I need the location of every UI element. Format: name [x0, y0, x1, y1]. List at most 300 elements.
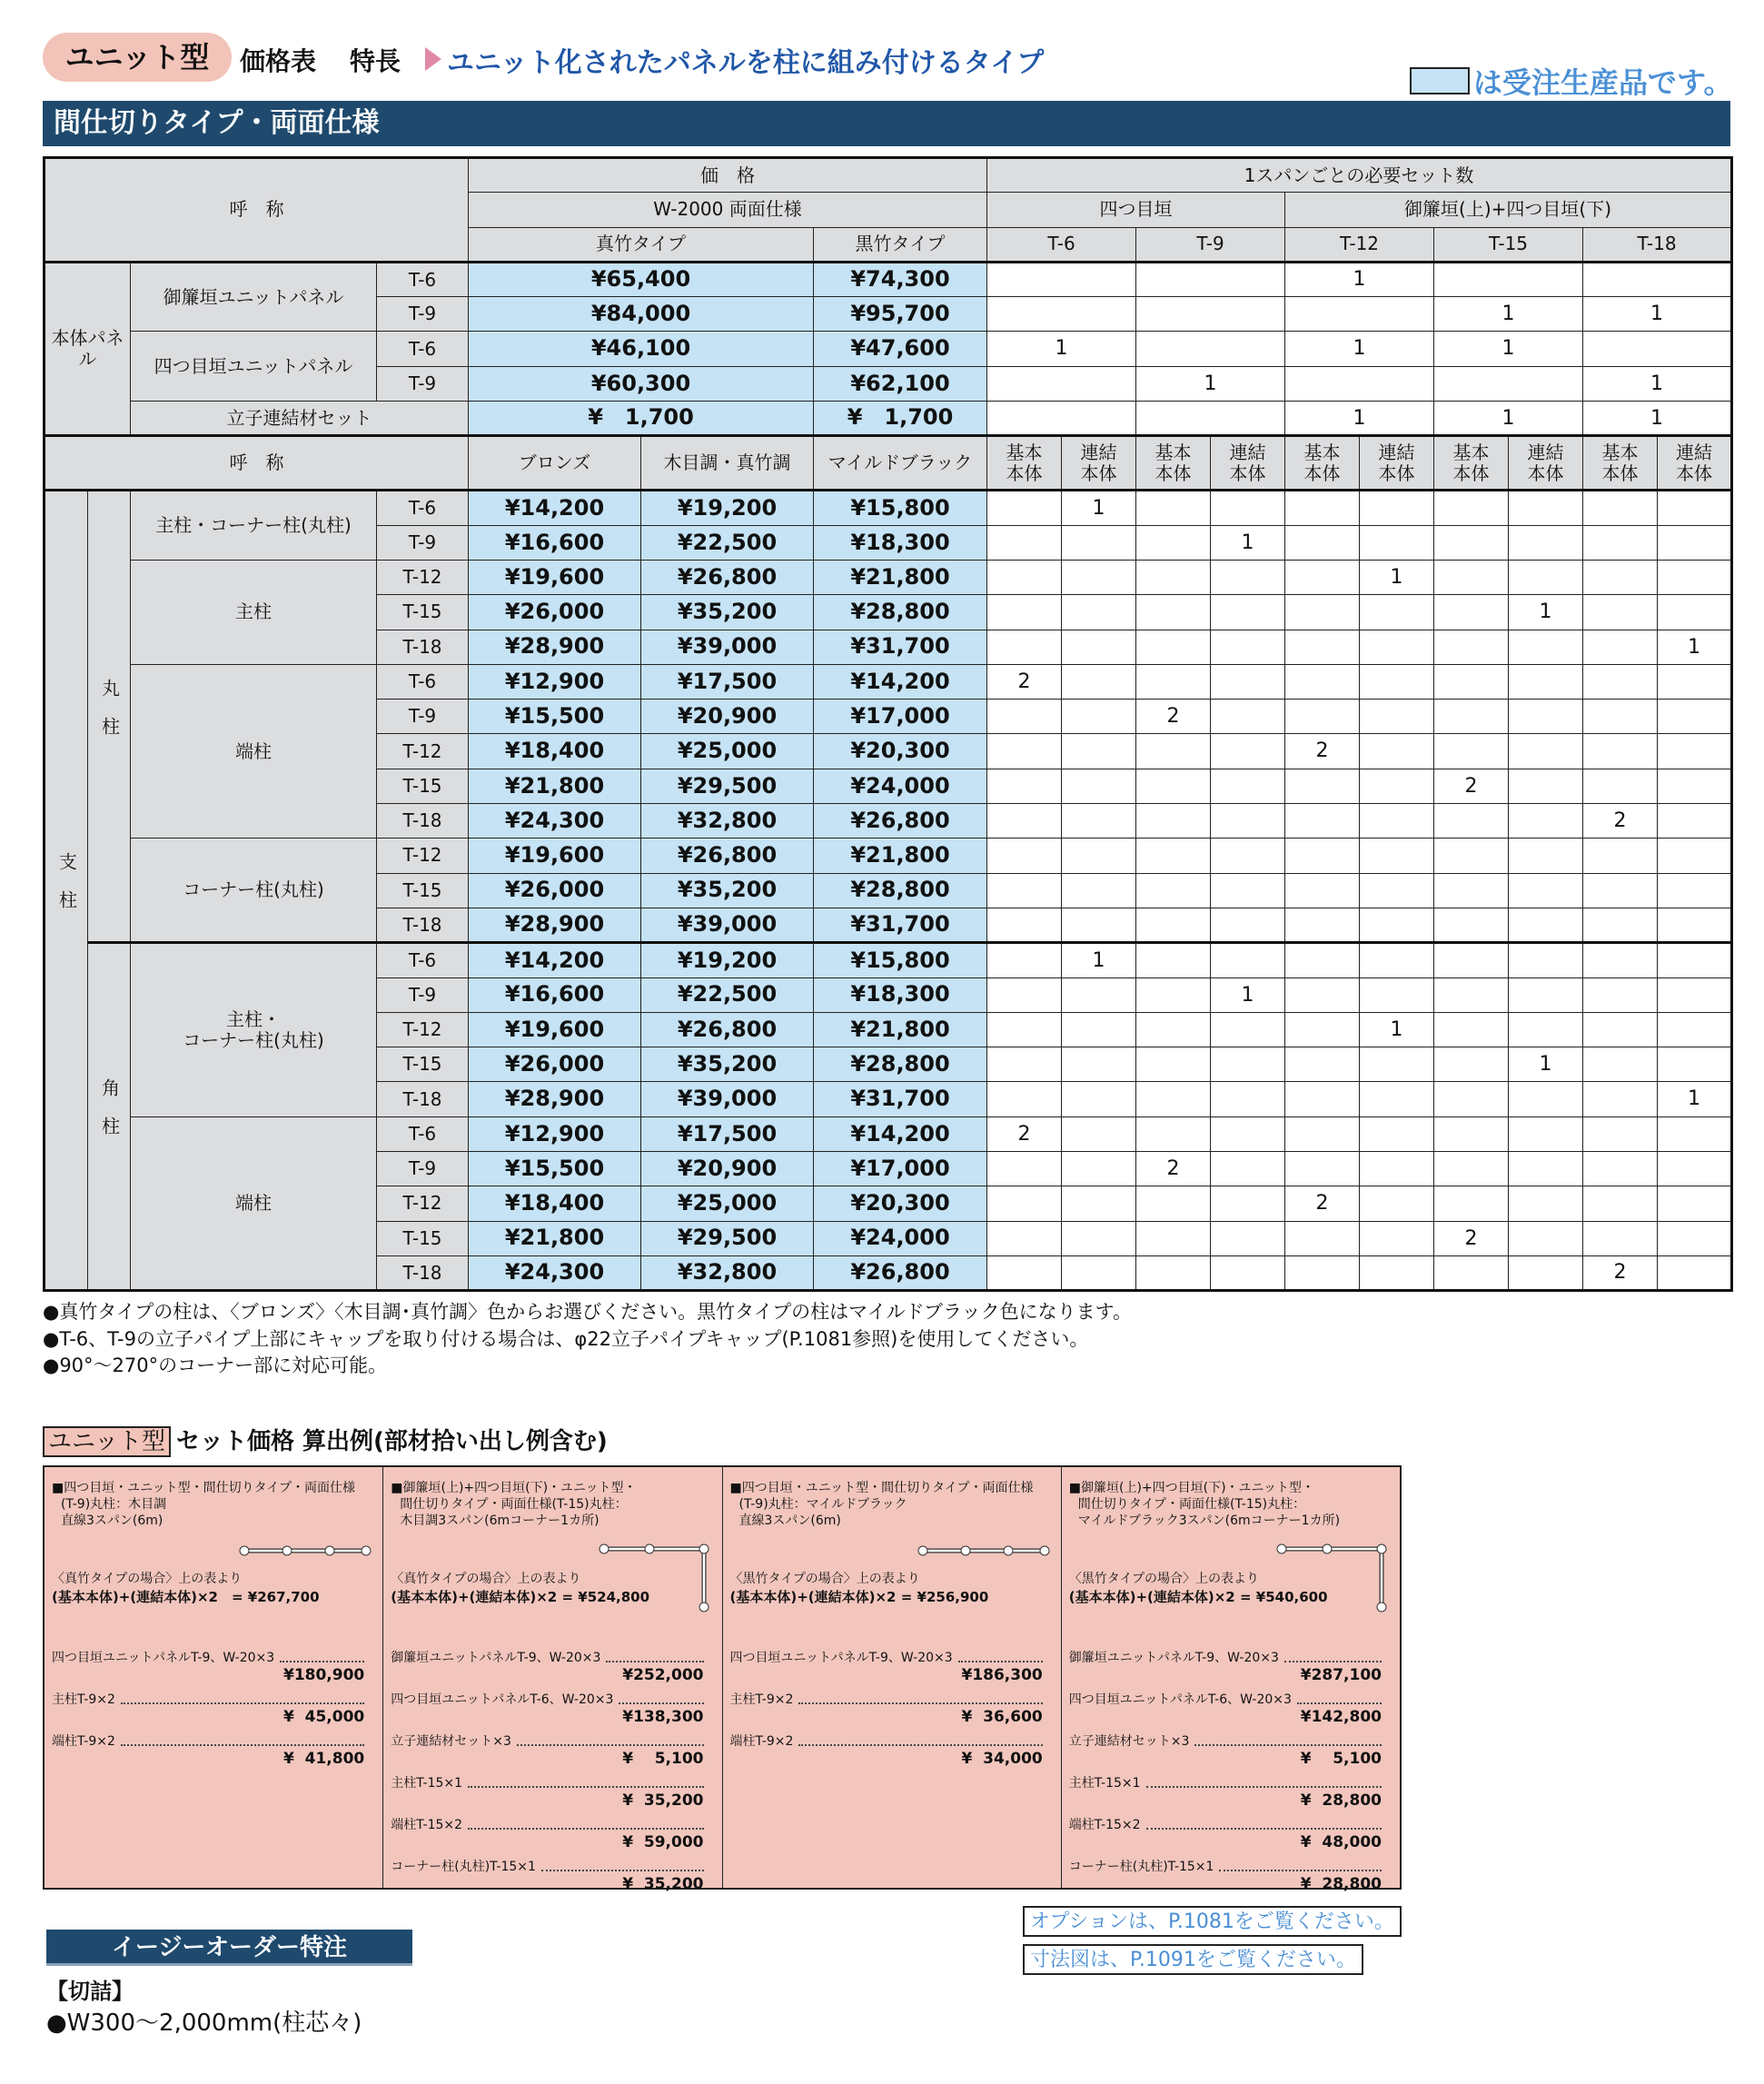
set-count	[1136, 873, 1211, 908]
set-count	[1509, 1221, 1583, 1255]
post-price: ¥31,700	[814, 1082, 987, 1116]
set-count	[987, 977, 1062, 1012]
set-count: 1	[1360, 1012, 1434, 1047]
set-count: 2	[1583, 804, 1658, 839]
set-count	[1136, 1116, 1211, 1151]
post-marker	[699, 1544, 709, 1553]
table-row	[45, 158, 1732, 193]
set-count	[987, 1255, 1062, 1290]
set-count	[1211, 873, 1285, 908]
type-label: T-9	[377, 977, 469, 1012]
post-marker	[645, 1544, 654, 1553]
set-count	[1434, 525, 1509, 560]
header-basic: 基本 本体	[1583, 436, 1658, 491]
set-count	[1509, 839, 1583, 873]
header-price: 価 格	[469, 158, 987, 193]
cut-range: ●W300〜2,000mm(柱芯々)	[46, 2010, 362, 2037]
layout-diagram	[237, 1542, 373, 1560]
leader-dots	[798, 1702, 1042, 1704]
calc-item	[1069, 1732, 1392, 1750]
calc-item-label: 御簾垣ユニットパネルT-9、W-20×3	[391, 1651, 601, 1665]
header-basic: 基本 本体	[987, 436, 1062, 491]
post-price: ¥21,800	[814, 560, 987, 594]
set-count	[1509, 908, 1583, 942]
set-count	[1211, 1047, 1285, 1082]
header-basic: 基本 本体	[1136, 436, 1211, 491]
set-count	[987, 595, 1062, 630]
post-price: ¥26,800	[641, 560, 814, 594]
set-count	[1211, 664, 1285, 699]
post-price: ¥26,800	[641, 839, 814, 873]
table-row	[45, 839, 1732, 873]
set-count	[1658, 839, 1732, 873]
leader-dots	[121, 1744, 364, 1746]
post-marker	[325, 1546, 334, 1555]
set-count	[1583, 734, 1658, 769]
header-basic: 基本 本体	[1285, 436, 1360, 491]
calc-box	[723, 1467, 1062, 1888]
price-kurochiku: ¥74,300	[814, 262, 987, 296]
set-count	[1285, 839, 1360, 873]
set-count	[1360, 908, 1434, 942]
set-count	[1062, 908, 1136, 942]
post-price: ¥14,200	[469, 491, 641, 525]
set-count	[1658, 1186, 1732, 1221]
set-count: 1	[1434, 402, 1583, 436]
set-count	[1658, 1012, 1732, 1047]
set-count	[1136, 1186, 1211, 1221]
post-price: ¥24,000	[814, 1221, 987, 1255]
calc-box-title: ■御簾垣(上)+四つ目垣(下)・ユニット型・ 間仕切りタイプ・両面仕様(T-15)丸柱： 木目調3スパン(6mコーナー1カ所)	[391, 1481, 637, 1528]
set-count: 1	[1509, 595, 1583, 630]
set-count	[987, 366, 1136, 401]
header-black: マイルドブラック	[814, 436, 987, 491]
set-count	[1434, 873, 1509, 908]
set-count	[1434, 595, 1509, 630]
post-price: ¥29,500	[641, 1221, 814, 1255]
set-count	[1360, 1152, 1434, 1186]
calc-item-amount: ¥ 48,000	[1300, 1833, 1382, 1851]
set-count: 2	[1434, 769, 1509, 803]
set-count	[1583, 332, 1732, 366]
calc-item-label: コーナー柱(丸柱)T-15×1	[391, 1860, 536, 1874]
type-label: T-18	[377, 630, 469, 664]
calc-item-amount: ¥ 59,000	[622, 1833, 704, 1851]
header-link: 連結 本体	[1062, 436, 1136, 491]
set-count	[987, 491, 1062, 525]
set-count	[1658, 595, 1732, 630]
set-count	[1509, 491, 1583, 525]
post-price: ¥26,000	[469, 873, 641, 908]
calc-item-label: 端柱T-15×2	[391, 1818, 463, 1832]
set-count	[1136, 734, 1211, 769]
set-count	[1285, 700, 1360, 734]
post-price: ¥20,900	[641, 1152, 814, 1186]
set-count	[1360, 1047, 1434, 1082]
set-count	[1211, 700, 1285, 734]
set-count	[1211, 839, 1285, 873]
set-count	[1658, 908, 1732, 942]
post-marker	[362, 1546, 371, 1555]
post-price: ¥21,800	[469, 769, 641, 803]
leader-dots	[468, 1828, 703, 1830]
header-name: 呼 称	[45, 158, 469, 263]
post-price: ¥39,000	[641, 1082, 814, 1116]
set-count	[1285, 908, 1360, 942]
set-count	[1360, 1186, 1434, 1221]
type-label: T-18	[377, 1082, 469, 1116]
set-count	[1509, 1082, 1583, 1116]
leader-dots	[619, 1702, 703, 1704]
price-kurochiku: ¥ 1,700	[814, 402, 987, 436]
type-label: T-15	[377, 1047, 469, 1082]
post-price: ¥21,800	[469, 1221, 641, 1255]
post-price: ¥19,600	[469, 839, 641, 873]
set-count	[987, 908, 1062, 942]
options-link[interactable]: オプションは、P.1081をご覧ください。	[1023, 1906, 1402, 1937]
table-row	[45, 491, 1732, 525]
set-count	[1360, 873, 1434, 908]
set-count	[1285, 1255, 1360, 1290]
type-label: T-6	[377, 664, 469, 699]
set-count	[1658, 943, 1732, 977]
post-price: ¥17,500	[641, 1116, 814, 1151]
header-kurochiku: 黒竹タイプ	[814, 227, 987, 262]
set-count	[1211, 630, 1285, 664]
calc-item-amount: ¥287,100	[1300, 1666, 1382, 1684]
post-price: ¥18,300	[814, 977, 987, 1012]
calc-item	[391, 1648, 714, 1666]
calc-item	[1069, 1690, 1392, 1708]
leader-dots	[1146, 1786, 1382, 1788]
set-count	[1285, 943, 1360, 977]
set-count	[987, 1082, 1062, 1116]
post-name: 端柱	[131, 1116, 377, 1290]
set-count	[1062, 804, 1136, 839]
set-count	[987, 943, 1062, 977]
set-count	[987, 297, 1136, 332]
set-count: 1	[1583, 402, 1732, 436]
set-count	[1062, 1255, 1136, 1290]
post-price: ¥25,000	[641, 734, 814, 769]
set-count	[1360, 525, 1434, 560]
type-label: T-9	[377, 700, 469, 734]
post-name: 主柱・コーナー柱(丸柱)	[131, 491, 377, 561]
set-count	[1434, 630, 1509, 664]
set-count	[1583, 1116, 1658, 1151]
set-count	[1285, 1221, 1360, 1255]
price-shinchiku: ¥84,000	[469, 297, 814, 332]
set-count	[1509, 734, 1583, 769]
calc-item-amount: ¥ 36,600	[961, 1708, 1043, 1726]
calc-item-amount: ¥ 34,000	[961, 1750, 1043, 1768]
calc-item-label: 四つ目垣ユニットパネルT-6、W-20×3	[1068, 1692, 1292, 1707]
calc-item-label: 端柱T-9×2	[729, 1734, 794, 1749]
post-price: ¥28,900	[469, 1082, 641, 1116]
set-count	[987, 525, 1062, 560]
calc-box-title: ■四つ目垣・ユニット型・間仕切りタイプ・両面仕様 (T-9)丸柱：木目調 直線3スパン(6m)	[52, 1481, 355, 1528]
note: ●90°〜270°のコーナー部に対応可能。	[43, 1355, 388, 1376]
set-count	[1285, 1047, 1360, 1082]
calc-item-label: 主柱T-9×2	[52, 1692, 115, 1707]
dimensions-link[interactable]: 寸法図は、P.1091をご覧ください。	[1023, 1944, 1363, 1975]
post-price: ¥35,200	[641, 595, 814, 630]
calc-item	[730, 1690, 1054, 1708]
calc-item-label: 主柱T-15×1	[1068, 1776, 1141, 1791]
post-price: ¥15,500	[469, 1152, 641, 1186]
set-count	[1434, 366, 1583, 401]
post-price: ¥20,300	[814, 1186, 987, 1221]
calc-item	[391, 1815, 714, 1833]
panel-name: 御簾垣ユニットパネル	[131, 262, 377, 332]
post-name: 主柱・ コーナー柱(丸柱)	[131, 943, 377, 1116]
set-count	[1434, 839, 1509, 873]
set-count	[987, 873, 1062, 908]
calc-item-label: 端柱T-15×2	[1068, 1818, 1141, 1832]
calc-item	[1069, 1648, 1392, 1666]
calc-item-label: 四つ目垣ユニットパネルT-9、W-20×3	[729, 1651, 953, 1665]
calc-source: 〈黒竹タイプの場合〉上の表より	[1068, 1572, 1260, 1586]
set-count	[1360, 839, 1434, 873]
set-count	[1062, 977, 1136, 1012]
set-count	[1360, 734, 1434, 769]
set-count	[1285, 525, 1360, 560]
set-count	[1360, 595, 1434, 630]
post-price: ¥18,300	[814, 525, 987, 560]
set-count	[1211, 1082, 1285, 1116]
calc-item-amount: ¥ 35,200	[622, 1875, 704, 1893]
set-count	[1509, 1255, 1583, 1290]
calc-formula: (基本本体)+(連結本体)×2 = ¥540,600	[1068, 1589, 1328, 1605]
set-count	[987, 630, 1062, 664]
type-label: T-9	[377, 297, 469, 332]
type-label: T-6	[377, 332, 469, 366]
set-count	[1434, 700, 1509, 734]
set-count	[1583, 1152, 1658, 1186]
leader-dots	[606, 1661, 703, 1662]
set-count	[1434, 734, 1509, 769]
type-label: T-18	[377, 1255, 469, 1290]
set-count	[1285, 366, 1434, 401]
table-row	[45, 560, 1732, 594]
calc-item-label: 主柱T-15×1	[391, 1776, 463, 1791]
set-count	[1583, 1082, 1658, 1116]
set-count	[1360, 630, 1434, 664]
set-count	[1583, 491, 1658, 525]
feature-label: 特長	[350, 46, 401, 76]
set-count	[1658, 1221, 1732, 1255]
post-price: ¥28,800	[814, 595, 987, 630]
set-count	[1509, 630, 1583, 664]
set-count	[987, 804, 1062, 839]
post-price: ¥24,000	[814, 769, 987, 803]
set-count	[1211, 804, 1285, 839]
set-count	[1434, 943, 1509, 977]
set-count	[1062, 1186, 1136, 1221]
set-count	[1583, 908, 1658, 942]
price-shinchiku: ¥60,300	[469, 366, 814, 401]
set-count	[1583, 769, 1658, 803]
set-count: 1	[1509, 1047, 1583, 1082]
set-count	[1136, 769, 1211, 803]
leader-dots	[280, 1661, 364, 1662]
set-count	[1360, 1255, 1434, 1290]
post-marker	[918, 1546, 927, 1555]
made-to-order-legend: は受注生産品です。	[1473, 65, 1733, 100]
set-count	[1360, 700, 1434, 734]
set-count: 1	[1285, 332, 1434, 366]
post-price: ¥20,900	[641, 700, 814, 734]
set-count	[1285, 664, 1360, 699]
post-price: ¥21,800	[814, 839, 987, 873]
post-price: ¥14,200	[814, 664, 987, 699]
set-count	[1285, 977, 1360, 1012]
post-price: ¥24,300	[469, 804, 641, 839]
set-count: 1	[1583, 297, 1732, 332]
set-count	[1509, 525, 1583, 560]
set-count	[1136, 1012, 1211, 1047]
connector-name: 立子連結材セット	[131, 402, 469, 436]
post-price: ¥28,800	[814, 873, 987, 908]
set-count: 2	[987, 1116, 1062, 1151]
post-price: ¥26,000	[469, 1047, 641, 1082]
calc-item	[1069, 1815, 1392, 1833]
type-label: T-12	[377, 1012, 469, 1047]
set-count	[1360, 977, 1434, 1012]
set-count: 1	[1583, 366, 1732, 401]
set-count	[1360, 943, 1434, 977]
layout-diagram	[916, 1542, 1052, 1560]
post-price: ¥32,800	[641, 804, 814, 839]
post-price: ¥26,000	[469, 595, 641, 630]
layout-diagram	[595, 1542, 713, 1614]
set-count	[1211, 560, 1285, 594]
set-count	[1583, 1012, 1658, 1047]
set-count	[1434, 491, 1509, 525]
post-price: ¥16,600	[469, 977, 641, 1012]
set-count	[1136, 1255, 1211, 1290]
set-count	[1211, 491, 1285, 525]
post-marker	[240, 1546, 249, 1555]
set-count	[1434, 262, 1583, 296]
set-count: 2	[1285, 1186, 1360, 1221]
post-price: ¥19,200	[641, 491, 814, 525]
set-count	[1136, 804, 1211, 839]
set-count	[1136, 262, 1285, 296]
set-count	[1062, 1082, 1136, 1116]
set-count	[1285, 769, 1360, 803]
set-count	[1658, 873, 1732, 908]
set-count	[1658, 664, 1732, 699]
note: ●真竹タイプの柱は、〈ブロンズ〉〈木目調･真竹調〉色からお選びください。黒竹タイプの柱はマイルドブラック色になります。	[43, 1301, 1132, 1323]
price-kurochiku: ¥95,700	[814, 297, 987, 332]
set-count	[1658, 804, 1732, 839]
type-label: T-12	[377, 839, 469, 873]
post-price: ¥29,500	[641, 769, 814, 803]
post-price: ¥19,600	[469, 1012, 641, 1047]
set-count	[1509, 943, 1583, 977]
set-count	[1062, 630, 1136, 664]
set-count: 1	[1062, 943, 1136, 977]
cut-label: 【切詰】	[46, 1979, 134, 2004]
set-count	[1434, 1012, 1509, 1047]
set-count	[1658, 977, 1732, 1012]
set-count	[1062, 1116, 1136, 1151]
set-count	[1434, 1047, 1509, 1082]
type-label: T-9	[377, 1152, 469, 1186]
header-basic: 基本 本体	[1434, 436, 1509, 491]
set-count	[1509, 1186, 1583, 1221]
set-count	[1211, 1221, 1285, 1255]
calc-item-amount: ¥ 35,200	[622, 1791, 704, 1810]
set-count	[1062, 769, 1136, 803]
leader-dots	[1146, 1828, 1382, 1830]
leader-dots	[468, 1786, 703, 1788]
set-count	[1285, 1012, 1360, 1047]
calc-box-title: ■御簾垣(上)+四つ目垣(下)・ユニット型・ 間仕切りタイプ・両面仕様(T-15)丸柱： マイルドブラック3スパン(6mコーナー1カ所)	[1068, 1481, 1341, 1528]
set-count	[1583, 1221, 1658, 1255]
post-name: 主柱	[131, 560, 377, 664]
post-price: ¥15,500	[469, 700, 641, 734]
set-count	[1434, 1255, 1509, 1290]
set-count	[1211, 1152, 1285, 1186]
calc-item-amount: ¥252,000	[622, 1666, 704, 1684]
price-shinchiku: ¥ 1,700	[469, 402, 814, 436]
calc-item	[730, 1648, 1054, 1666]
set-count	[1285, 630, 1360, 664]
set-count: 2	[1136, 1152, 1211, 1186]
post-marker	[961, 1546, 970, 1555]
type-label: T-15	[377, 769, 469, 803]
set-count	[1211, 769, 1285, 803]
leader-dots	[1297, 1702, 1382, 1704]
post-price: ¥26,800	[814, 804, 987, 839]
post-price: ¥14,200	[814, 1116, 987, 1151]
calc-formula: (基本本体)+(連結本体)×2 = ¥256,900	[729, 1589, 989, 1605]
post-price: ¥31,700	[814, 908, 987, 942]
post-marker	[1040, 1546, 1049, 1555]
set-count	[1658, 769, 1732, 803]
calc-item	[730, 1732, 1054, 1750]
set-count: 2	[1583, 1255, 1658, 1290]
header-link: 連結 本体	[1360, 436, 1434, 491]
set-count	[1136, 1221, 1211, 1255]
set-count	[1285, 1116, 1360, 1151]
set-count	[1136, 839, 1211, 873]
set-count: 1	[1360, 560, 1434, 594]
set-count: 1	[1062, 491, 1136, 525]
calc-source: 〈真竹タイプの場合〉上の表より	[391, 1572, 581, 1586]
calc-box	[1062, 1467, 1400, 1893]
type-label: T-12	[377, 560, 469, 594]
set-count	[1434, 977, 1509, 1012]
table-row	[45, 262, 1732, 296]
calc-item	[391, 1857, 714, 1875]
set-count	[1285, 1082, 1360, 1116]
leader-dots	[1284, 1661, 1382, 1662]
post-price: ¥17,000	[814, 700, 987, 734]
header-type: T-9	[1136, 227, 1285, 262]
header-shinchiku: 真竹タイプ	[469, 227, 814, 262]
set-count	[987, 700, 1062, 734]
post-type-label: 角柱	[88, 943, 131, 1291]
post-price: ¥15,800	[814, 943, 987, 977]
post-price: ¥39,000	[641, 908, 814, 942]
calc-item-label: 主柱T-9×2	[729, 1692, 794, 1707]
price-table-label: 価格表	[240, 46, 317, 76]
panel-name: 四つ目垣ユニットパネル	[131, 332, 377, 402]
set-count	[1583, 525, 1658, 560]
